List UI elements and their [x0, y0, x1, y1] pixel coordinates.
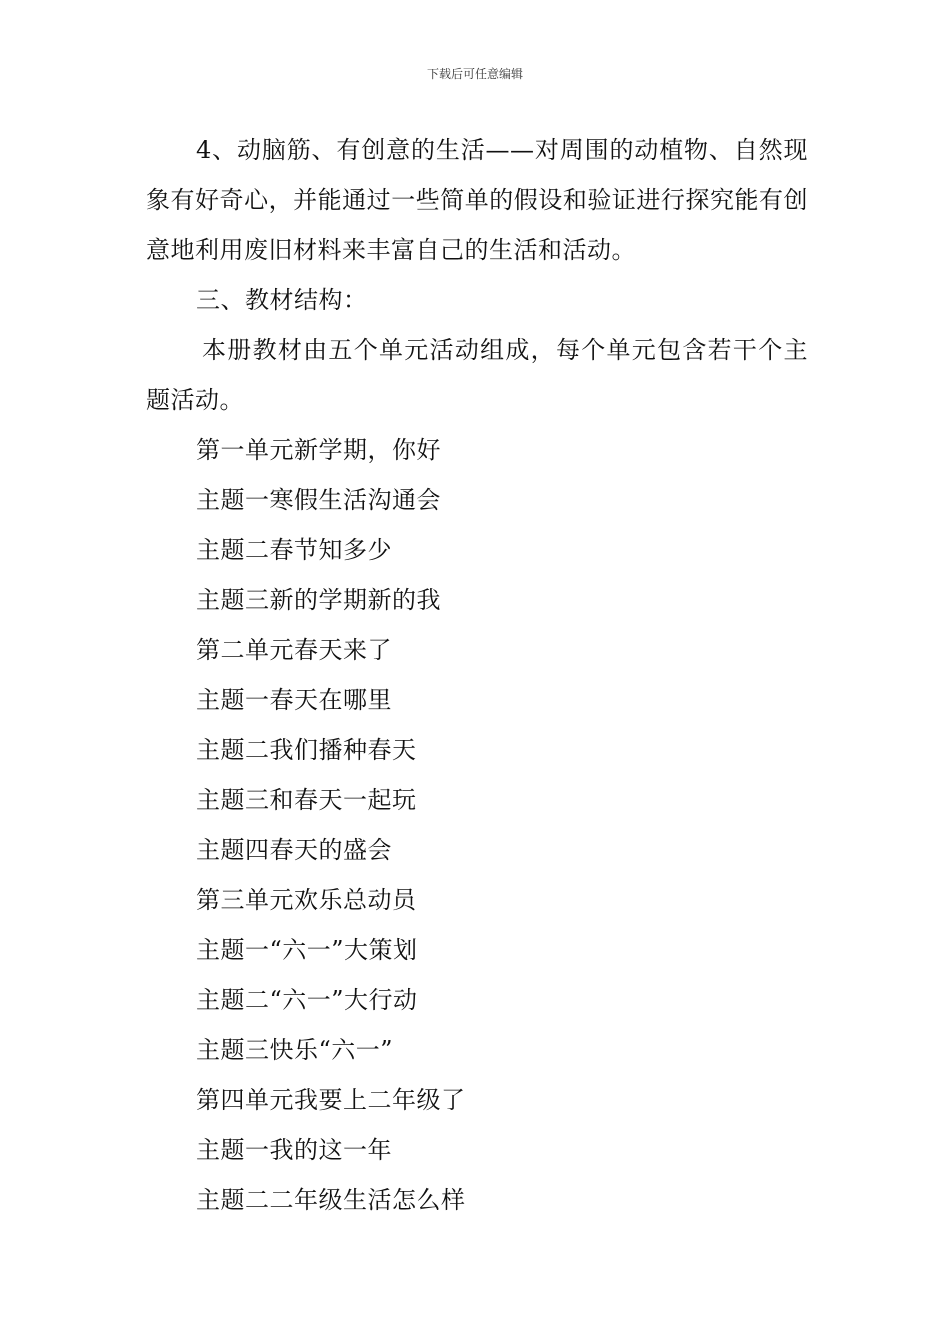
outline-item-unit-2-theme-1: 主题一春天在哪里	[196, 686, 392, 714]
outline-item-unit-2-theme-4: 主题四春天的盛会	[196, 836, 392, 864]
outline-item-unit-1-theme-3: 主题三新的学期新的我	[196, 586, 441, 614]
outline-item-unit-2-theme-2: 主题二我们播种春天	[196, 736, 417, 764]
paragraph-creative-life: 4、动脑筋、有创意的生活——对周围的动植物、自然现象有好奇心，并能通过一些简单的假设和验证进行探究能有创意地利用废旧材料来丰富自己的生活和活动。	[146, 136, 808, 264]
outline-item-unit-3-theme-3: 主题三快乐“六一”	[196, 1036, 394, 1064]
outline-item-unit-1-theme-1: 主题一寒假生活沟通会	[196, 486, 441, 514]
outline-item-unit-4: 第四单元我要上二年级了	[196, 1086, 466, 1114]
outline-item-unit-4-theme-1: 主题一我的这一年	[196, 1136, 392, 1164]
outline-item-unit-4-theme-2: 主题二二年级生活怎么样	[196, 1186, 466, 1214]
outline-item-unit-1-theme-2: 主题二春节知多少	[196, 536, 392, 564]
outline-item-unit-3-theme-2: 主题二“六一”大行动	[196, 986, 418, 1014]
outline-item-unit-2: 第二单元春天来了	[196, 636, 392, 664]
paragraph-textbook-intro: 本册教材由五个单元活动组成，每个单元包含若干个主题活动。	[146, 336, 808, 414]
outline-item-unit-3: 第三单元欢乐总动员	[196, 886, 417, 914]
page-header-note: 下载后可任意编辑	[426, 67, 523, 81]
outline-item-unit-1: 第一单元新学期，你好	[196, 436, 441, 464]
outline-item-unit-2-theme-3: 主题三和春天一起玩	[196, 786, 417, 814]
document-body	[146, 125, 808, 1225]
section-heading-textbook-structure: 三、教材结构：	[196, 286, 368, 314]
outline-item-unit-3-theme-1: 主题一“六一”大策划	[196, 936, 418, 964]
